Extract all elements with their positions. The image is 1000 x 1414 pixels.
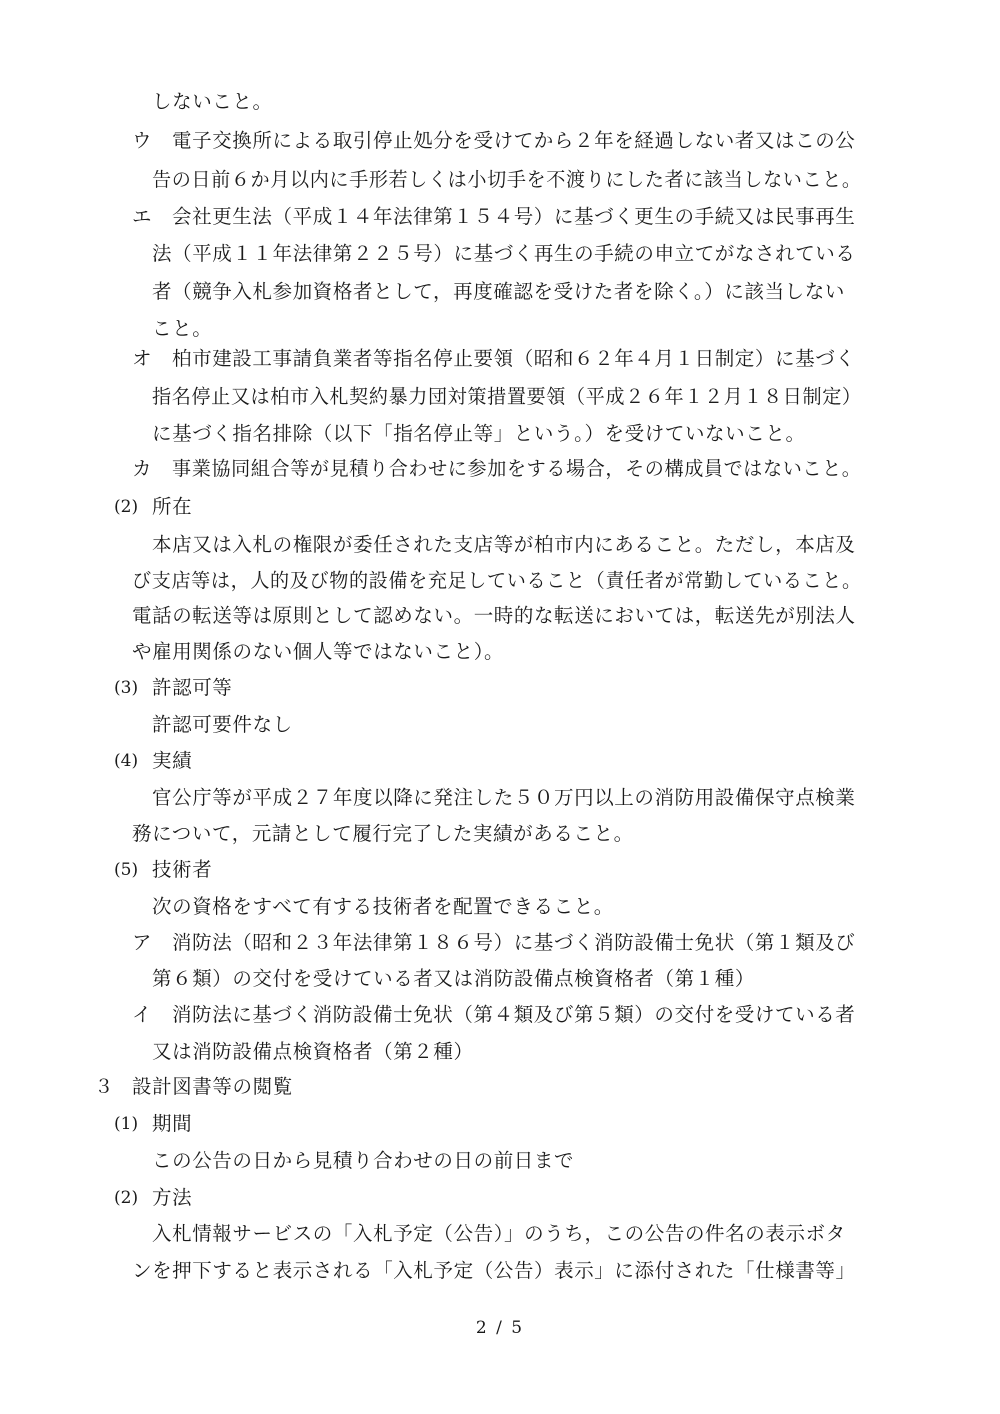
body-text-line: 次の資格をすべて有する技術者を配置できること。 — [152, 895, 614, 918]
body-text-line: び支店等は，人的及び物的設備を充足していること（責任者が常勤していること。 — [132, 569, 862, 592]
section-number: (2) — [114, 497, 139, 517]
page-number: 2 / 5 — [475, 1318, 525, 1338]
body-text-line: や雇用関係のない個人等ではないこと）。 — [132, 640, 505, 663]
body-text-line: 法（平成１１年法律第２２５号）に基づく再生の手続の申立てがなされている — [152, 242, 856, 265]
section-heading: 方法 — [152, 1186, 193, 1209]
body-text-line: しないこと。 — [152, 90, 273, 113]
section-heading: 実績 — [152, 749, 193, 772]
body-text-line: 消防法に基づく消防設備士免状（第４類及び第５類）の交付を受けている者 — [172, 1003, 856, 1026]
body-text-line: 又は消防設備点検資格者（第２種） — [152, 1040, 474, 1063]
body-text-line: 者（競争入札参加資格者として，再度確認を受けた者を除く。）に該当しない — [152, 280, 845, 303]
body-text-line: 第６類）の交付を受けている者又は消防設備点検資格者（第１種） — [152, 967, 756, 990]
section-number: (1) — [114, 1114, 139, 1134]
item-marker: オ — [132, 347, 152, 370]
body-text-line: ンを押下すると表示される「入札予定（公告）表示」に添付された「仕様書等」 — [132, 1259, 856, 1282]
section-heading: 技術者 — [152, 858, 213, 881]
item-marker: ア — [132, 931, 152, 954]
item-marker: ウ — [132, 129, 152, 152]
chapter-heading: 設計図書等の閲覧 — [132, 1075, 293, 1098]
section-heading: 所在 — [152, 495, 193, 518]
body-text-line: 電子交換所による取引停止処分を受けてから２年を経過しない者又はこの公 — [172, 129, 856, 152]
item-marker: エ — [132, 205, 152, 228]
body-text-line: 務について，元請として履行完了した実績があること。 — [132, 822, 634, 845]
body-text-line: 指名停止又は柏市入札契約暴力団対策措置要領（平成２６年１２月１８日制定） — [152, 385, 862, 408]
body-text-line: この公告の日から見積り合わせの日の前日まで — [152, 1149, 575, 1172]
body-text-line: 許認可要件なし — [152, 713, 293, 736]
item-marker: カ — [132, 457, 152, 480]
body-text-line: こと。 — [152, 317, 213, 340]
body-text-line: 官公庁等が平成２７年度以降に発注した５０万円以上の消防用設備保守点検業 — [152, 786, 856, 809]
section-heading: 期間 — [152, 1112, 193, 1135]
body-text-line: に基づく指名排除（以下「指名停止等」という。）を受けていないこと。 — [152, 422, 806, 445]
body-text-line: 会社更生法（平成１４年法律第１５４号）に基づく更生の手続又は民事再生 — [172, 205, 856, 228]
chapter-number: ３ — [94, 1075, 114, 1098]
body-text-line: 電話の転送等は原則として認めない。一時的な転送においては，転送先が別法人 — [132, 604, 856, 627]
body-text-line: 入札情報サービスの「入札予定（公告）」のうち，この公告の件名の表示ボタ — [152, 1222, 846, 1245]
body-text-line: 事業協同組合等が見積り合わせに参加をする場合，その構成員ではないこと。 — [172, 457, 862, 480]
section-number: (3) — [114, 678, 139, 698]
section-number: (4) — [114, 751, 139, 771]
item-marker: イ — [132, 1003, 152, 1026]
section-heading: 許認可等 — [152, 676, 233, 699]
body-text-line: 告の日前６か月以内に手形若しくは小切手を不渡りにした者に該当しないこと。 — [152, 168, 862, 191]
body-text-line: 柏市建設工事請負業者等指名停止要領（昭和６２年４月１日制定）に基づく — [172, 347, 856, 370]
section-number: (2) — [114, 1188, 139, 1208]
body-text-line: 消防法（昭和２３年法律第１８６号）に基づく消防設備士免状（第１類及び — [172, 931, 856, 954]
section-number: (5) — [114, 860, 139, 880]
body-text-line: 本店又は入札の権限が委任された支店等が柏市内にあること。ただし，本店及 — [152, 533, 856, 556]
